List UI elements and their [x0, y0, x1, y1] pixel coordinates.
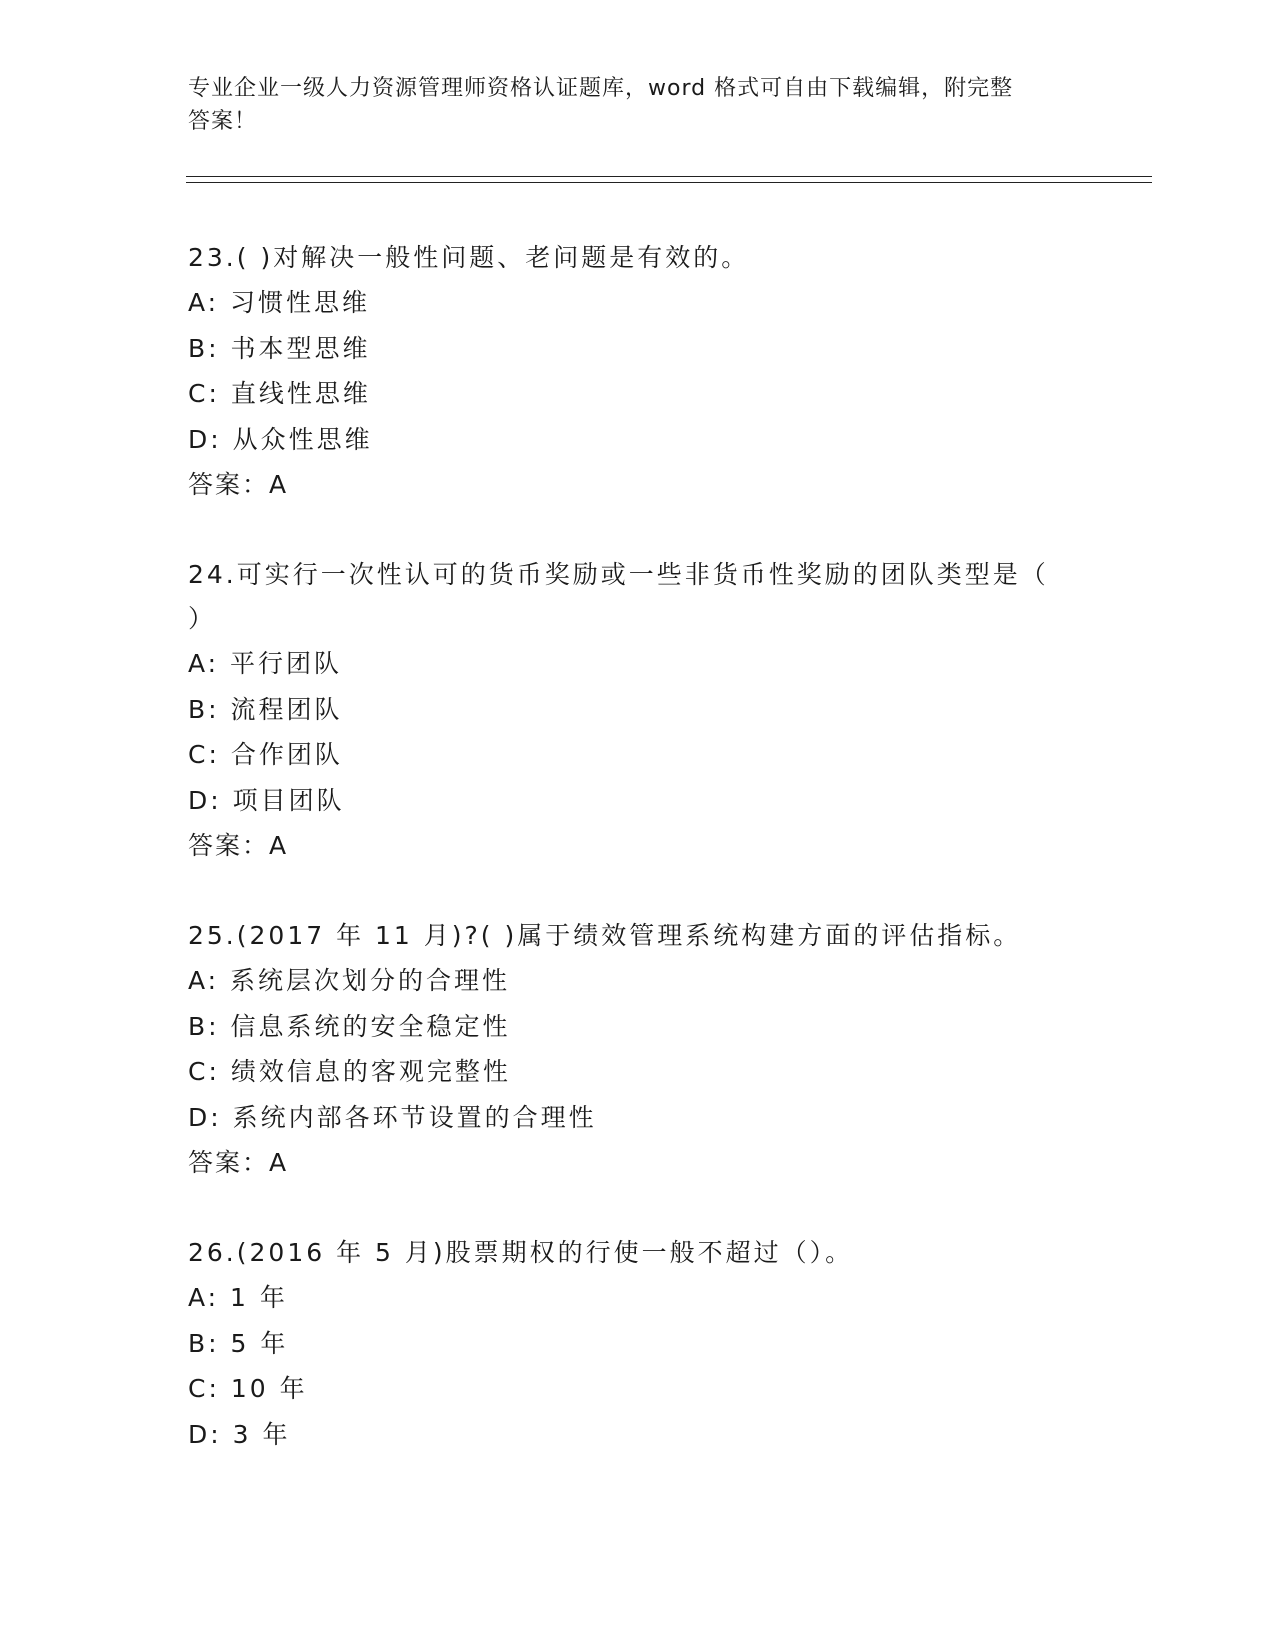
option-d: D: 从众性思维	[188, 424, 373, 454]
question-list	[188, 236, 1088, 1457]
answer-line: 答案：A	[188, 831, 289, 860]
question-24	[188, 553, 1088, 868]
option-c: C: 合作团队	[188, 740, 343, 769]
question-stem: 25.(2017 年 11 月)?( )属于绩效管理系统构建方面的评估指标。	[188, 921, 1022, 950]
option-c: C: 绩效信息的客观完整性	[188, 1057, 511, 1086]
option-a: A: 1 年	[188, 1283, 288, 1312]
option-c: C: 10 年	[188, 1374, 308, 1403]
question-26	[188, 1231, 1088, 1457]
option-d: D: 项目团队	[188, 785, 345, 815]
option-a: A: 习惯性思维	[188, 288, 371, 317]
answer-line: 答案：A	[188, 470, 289, 499]
question-25	[188, 914, 1088, 1185]
option-b: B: 书本型思维	[188, 333, 371, 363]
option-d: D: 3 年	[188, 1419, 291, 1449]
question-stem-continued: ）	[188, 604, 217, 633]
option-a: A: 系统层次划分的合理性	[188, 966, 511, 995]
option-b: B: 5 年	[188, 1328, 289, 1358]
header-line-1: 专业企业一级人力资源管理师资格认证题库，word 格式可自由下载编辑，附完整	[188, 76, 1014, 101]
question-stem: 24.可实行一次性认可的货币奖励或一些非货币性奖励的团队类型是（	[188, 560, 1049, 589]
header-rule-bottom	[186, 182, 1152, 183]
question-stem: 26.(2016 年 5 月)股票期权的行使一般不超过（）。	[188, 1238, 854, 1267]
option-b: B: 信息系统的安全稳定性	[188, 1011, 511, 1041]
option-d: D: 系统内部各环节设置的合理性	[188, 1102, 597, 1132]
header-line-2: 答案！	[188, 109, 258, 134]
answer-line: 答案：A	[188, 1148, 289, 1177]
question-23	[188, 236, 1088, 507]
document-header	[188, 72, 1078, 138]
option-c: C: 直线性思维	[188, 379, 371, 408]
option-b: B: 流程团队	[188, 694, 343, 724]
header-rule-top	[186, 176, 1152, 177]
option-a: A: 平行团队	[188, 649, 343, 678]
question-stem: 23.( )对解决一般性问题、老问题是有效的。	[188, 243, 750, 272]
